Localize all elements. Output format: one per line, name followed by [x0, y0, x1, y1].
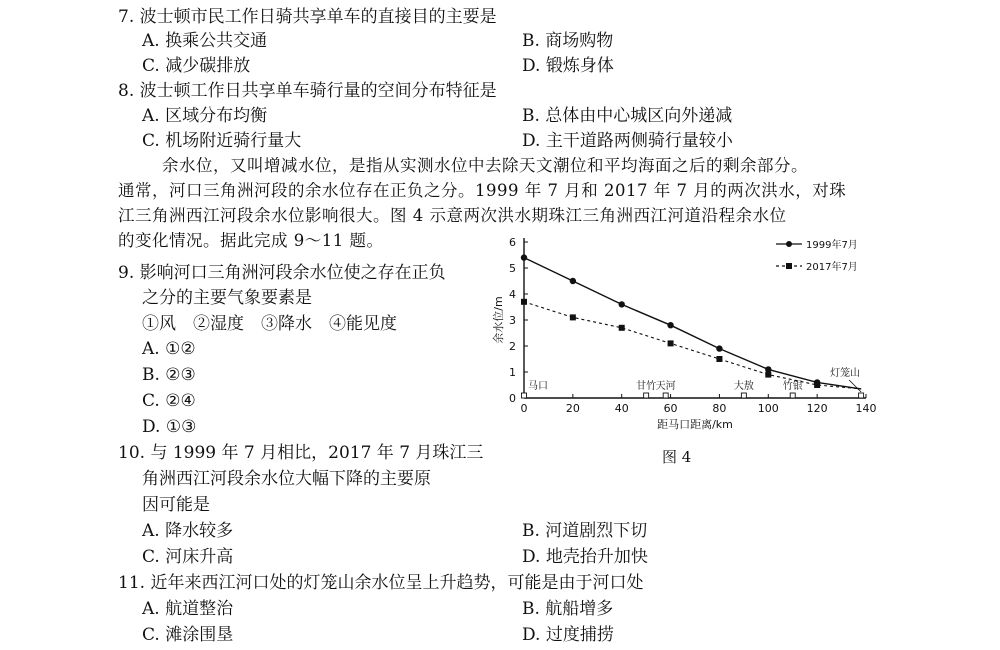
q10-stem-line-2: 角洲西江河段余水位大幅下降的主要原 [142, 469, 431, 489]
data-point [667, 322, 673, 328]
data-point [521, 299, 527, 305]
passage-line-2: 通常，河口三角洲河段的余水位存在正负之分。1999 年 7 月和 2017 年 7 月的两次洪水，对珠 [118, 181, 847, 200]
q8-stem: 8. 波士顿工作日共享单车骑行量的空间分布特征是 [118, 81, 497, 101]
q9-option-a[interactable]: A. ①② [142, 339, 196, 359]
data-point [765, 372, 771, 378]
q9-option-d[interactable]: D. ①③ [142, 417, 197, 437]
data-point [570, 278, 576, 284]
x-tick-label: 100 [757, 402, 779, 415]
data-point [619, 301, 625, 307]
legend-label-2: 2017年7月 [806, 262, 858, 273]
y-tick-label: 2 [509, 340, 516, 353]
station-marker [644, 393, 649, 398]
legend-marker-1 [786, 241, 792, 247]
q11-option-d[interactable]: D. 过度捕捞 [522, 625, 614, 645]
q9-option-b[interactable]: B. ②③ [142, 365, 196, 385]
q8-option-c[interactable]: C. 机场附近骑行量大 [142, 131, 302, 151]
data-point [668, 340, 674, 346]
series-line-1 [524, 258, 861, 389]
y-tick-label: 1 [509, 366, 516, 379]
legend [776, 238, 858, 273]
station-label: 马口 [528, 381, 548, 392]
q9-stem-line-1: 9. 影响河口三角洲河段余水位使之存在正负 [118, 263, 446, 283]
q7-option-c[interactable]: C. 减少碳排放 [142, 56, 251, 76]
q9-stem-line-2: 之分的主要气象要素是 [142, 288, 312, 308]
station-label: 灯笼山 [830, 368, 861, 379]
q7-option-a[interactable]: A. 换乘公共交通 [142, 31, 268, 51]
station-label: 天河 [655, 381, 676, 392]
x-tick-label: 60 [663, 402, 678, 415]
q7-option-b[interactable]: B. 商场购物 [522, 31, 614, 51]
station-label: 竹银 [782, 381, 803, 392]
station-marker [790, 393, 795, 398]
x-tick-label: 140 [855, 402, 877, 415]
q7-option-d[interactable]: D. 锻炼身体 [522, 56, 614, 76]
x-tick-label: 20 [565, 402, 580, 415]
station-marker [859, 393, 864, 398]
y-tick-label: 0 [509, 392, 516, 405]
data-point [716, 345, 722, 351]
station-marker [663, 393, 668, 398]
q11-option-b[interactable]: B. 航船增多 [522, 599, 614, 619]
x-tick-label: 80 [712, 402, 727, 415]
data-point [716, 356, 722, 362]
q10-option-a[interactable]: A. 降水较多 [142, 521, 234, 541]
q7-stem: 7. 波士顿市民工作日骑共享单车的直接目的主要是 [118, 7, 497, 27]
figure-caption: 图 4 [662, 448, 692, 466]
q10-stem-line-1: 10. 与 1999 年 7 月相比，2017 年 7 月珠江三 [118, 443, 484, 463]
y-tick-label: 6 [509, 236, 516, 249]
passage-line-4: 的变化情况。据此完成 9～11 题。 [118, 231, 384, 250]
data-point [619, 325, 625, 331]
x-tick-label: 40 [614, 402, 629, 415]
q9-choices: ①风 ②湿度 ③降水 ④能见度 [142, 314, 397, 334]
q11-stem: 11. 近年来西江河口处的灯笼山余水位呈上升趋势，可能是由于河口处 [118, 573, 644, 593]
q9-option-c[interactable]: C. ②④ [142, 391, 196, 411]
passage-line-3: 江三角洲西江河段余水位影响很大。图 4 示意两次洪水期珠江三角洲西江河道沿程余水位 [118, 206, 787, 225]
y-tick-label: 3 [509, 314, 516, 327]
station-label: 甘竹 [636, 381, 657, 392]
station-marker [741, 393, 746, 398]
passage-line-1: 余水位，又叫增减水位，是指从实测水位中去除天文潮位和平均海面之后的剩余部分。 [162, 156, 808, 175]
q10-stem-line-3: 因可能是 [142, 495, 210, 515]
figure-4-chart [490, 228, 890, 438]
y-axis-label: 余水位/m [492, 296, 505, 344]
q11-option-c[interactable]: C. 滩涂围垦 [142, 625, 234, 645]
x-tick-label: 120 [806, 402, 828, 415]
data-point [521, 254, 527, 260]
data-point [814, 382, 820, 388]
station-label: 大敖 [733, 381, 754, 392]
y-tick-label: 5 [509, 262, 516, 275]
station-leader-line [849, 380, 861, 392]
x-axis-label: 距马口距离/km [657, 418, 733, 431]
q8-option-b[interactable]: B. 总体由中心城区向外递减 [522, 106, 733, 126]
legend-marker-2 [786, 263, 792, 269]
q10-option-c[interactable]: C. 河床升高 [142, 547, 234, 567]
data-point [570, 314, 576, 320]
legend-label-1: 1999年7月 [806, 240, 858, 251]
q8-option-d[interactable]: D. 主干道路两侧骑行量较小 [522, 131, 733, 151]
q11-option-a[interactable]: A. 航道整治 [142, 599, 234, 619]
q10-option-b[interactable]: B. 河道剧烈下切 [522, 521, 648, 541]
station-marker [522, 393, 527, 398]
y-tick-label: 4 [509, 288, 516, 301]
x-tick-label: 0 [520, 402, 528, 415]
q10-option-d[interactable]: D. 地壳抬升加快 [522, 547, 648, 567]
q8-option-a[interactable]: A. 区域分布均衡 [142, 106, 268, 126]
